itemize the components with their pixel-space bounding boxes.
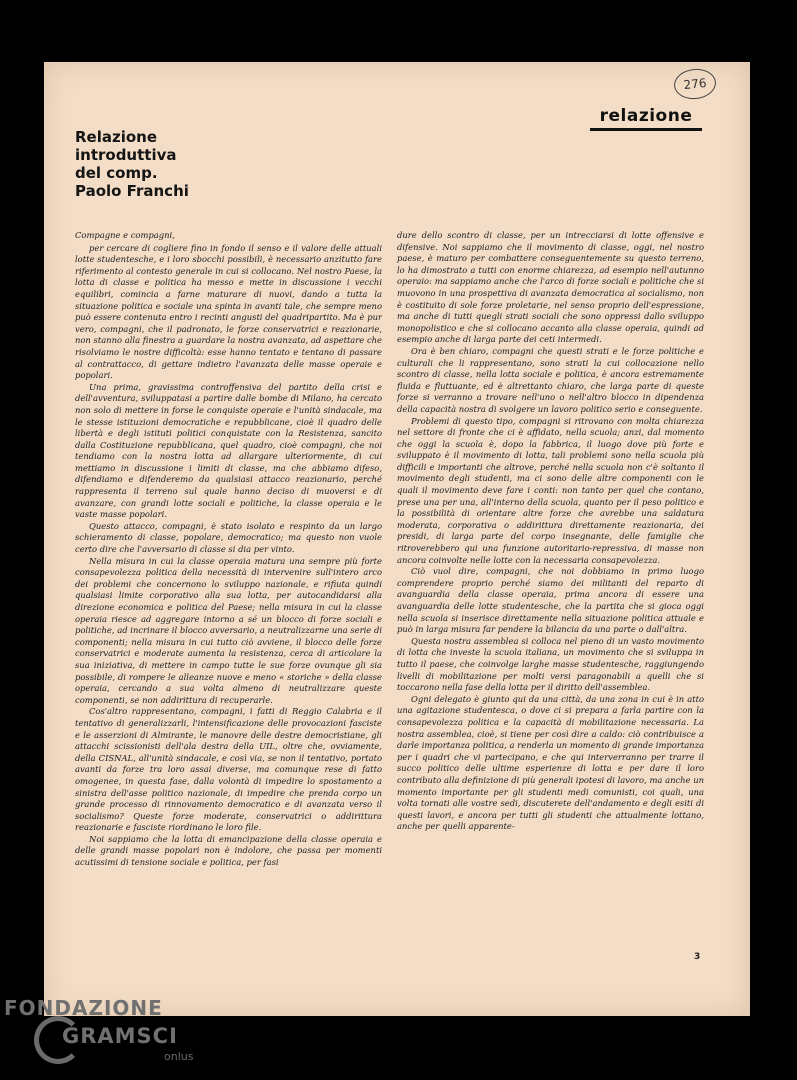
title-line: del comp.	[75, 164, 158, 182]
section-label: relazione	[590, 106, 702, 131]
article-title	[75, 128, 275, 200]
watermark-line3: onlus	[164, 1050, 194, 1063]
watermark-line1: FONDAZIONE	[4, 996, 163, 1020]
paragraph: Noi sappiamo che la lotta di emancipazione della classe operaia e delle grandi masse popolari non è indolore, che passa per momenti acutissimi di tensione sociale e politica, per fasi	[75, 833, 382, 868]
title-line: Relazione	[75, 128, 158, 146]
paragraph: Nella misura in cui la classe operaia matura una sempre più forte consapevolezza politica della necessità di intervenire sull'intero arco dei problemi che concernono lo sviluppo nazionale, e rifiuta quindi qualsiasi limite corporativo alla sua lotta, per autocandidarsi alla direzione economica e politica del Paese; nella misura in cui la classe operaia riesce ad aggregare intorno a sé un blocco di forze sociali e politiche, ad incrinare il blocco avversario, a neutralizzarne una serie di componenti; nella misura in cui tutto ciò avviene, il blocco delle forze conservatrici e moderate aumenta la resistenza, cerca di articolare la sua iniziativa, di mettere in campo tutte le sue forze ovunque gli sia possibile, di rompere le alleanze nuove e meno « storiche » della classe operaia, cercando a sua volta almeno di neutralizzare queste componenti, se non addirittura di recuperarle.	[75, 555, 382, 705]
left-text-column	[75, 230, 382, 942]
fondazione-gramsci-watermark	[4, 996, 204, 1080]
page-number: 3	[694, 952, 701, 962]
paragraph: Questa nostra assemblea si colloca nel pieno di un vasto movimento di lotta che investe la scuola italiana, un movimento che si sviluppa in tutto il paese, che coinvolge larghe masse studentesche, raggiungendo livelli di mobilitazione per molti versi paragonabili a quelli che si toccarono nella fase della lotta per il diritto dell'assemblea.	[397, 635, 704, 693]
watermark-line2: GRAMSCI	[62, 1024, 178, 1048]
paragraph: Cos'altro rappresentano, compagni, i fatti di Reggio Calabria e il tentativo di generalizzarli, l'intensificazione delle provocazioni fasciste e le asserzioni di Almirante, le manovre delle destre democristiane, gli attacchi scissionisti dell'ala destra della UIL, oltre che, ovviamente, della CISNAL, all'unità sindacale, e così via, se non il tentativo, portato avanti da forze tra loro assai diverse, ma comunque rese di fatto omogenee, in questa fase, dalla volontà di impedire lo spostamento a sinistra dell'asse politico nazionale, di impedire che prenda corpo un grande processo di rinnovamento democratico e di avanzata verso il socialismo? Queste forze moderate, conservatrici o addirittura reazionarie e fasciste riordinano le loro file.	[75, 706, 382, 833]
paragraph: Questo attacco, compagni, è stato isolato e respinto da un largo schieramento di classe, popolare, democratico; ma questo non vuole certo dire che l'avversario di classe si dia per vinto.	[75, 520, 382, 555]
paragraph: Una prima, gravissima controffensiva del partito della crisi e dell'avventura, sviluppatasi a partire dalle bombe di Milano, ha cercato non solo di mettere in forse le conquiste operaie e l'unità sindacale, ma le stesse istituzioni democratiche e repubblicane, cioè il quadro delle libertà e degli istituti politici conquistate con la Resistenza, sancito dalla Costituzione repubblicana, quel quadro, cioè compagni, che noi tendiamo con la nostra lotta ad allargare ulteriormente, di cui mettiamo in discussione i limiti di classe, ma che abbiamo difeso, difendiamo e difenderemo da qualsiasi attacco reazionario, perché rappresenta il terreno sul quale hanno deciso di muoversi e di avanzare, con grandi lotte sociali e politiche, la classe operaia e le vaste masse popolari.	[75, 381, 382, 520]
paragraph: Ogni delegato è giunto qui da una città, da una zona in cui è in atto una agitazione studentesca, o dove ci si prepara a farla partire con la consapevolezza politica e la capacità di mobilitazione necessaria. La nostra assemblea, cioè, si tiene per così dire a caldo: ciò contribuisce a darle importanza politica, a renderla un momento di grande importanza per i quadri che vi partecipano, e che qui interverranno per trarre il succo politico delle ultime esperienze di lotta e per dare il loro contributo alla definizione di più generali ipotesi di lavoro, ma anche un momento importante per gli studenti medi comunisti, coi quali, una volta tornati alle vostre sedi, discuterete dell'andamento e degli esiti di questi lavori, e ancora per tutti gli studenti che attualmente lottano, anche per quelli apparente-	[397, 693, 704, 832]
title-line: introduttiva	[75, 146, 177, 164]
archive-number-stamp: 276	[673, 67, 718, 101]
right-text-column	[397, 230, 704, 942]
paragraph: dure dello scontro di classe, per un intrecciarsi di lotte offensive e difensive. Noi sappiamo che il movimento di classe, oggi, nel nostro paese, è maturo per combattere conseguentemente su questo terreno, lo ha dimostrato a tutti con enorme chiarezza, ad esempio nell'autunno operaio: ma sappiamo anche che l'arco di forze sociali e politiche che si muovono in una prospettiva di avanzata democratica al socialismo, non è costituito di sole forze proletarie, nel senso proprio dell'espressione, ma anche di tutti quegli strati sociali che sono oppressi dallo sviluppo monopolistico e che si collocano accanto alla classe operaia, quindi ad esempio anche di larga parte dei ceti intermedi.	[397, 230, 704, 345]
paragraph: Ora è ben chiaro, compagni che questi strati e le forze politiche e culturali che li rappresentano, sono strati la cui collocazione nello scontro di classe, nella lotta sociale e politica, è ancora estremamente fluida e fluttuante, ed è altrettanto chiaro, che larga parte di queste forze si verranno a trovare nell'uno o nell'altro blocco in dipendenza della capacità nostra di svolgere un lavoro politico serio e conseguente.	[397, 345, 704, 414]
paragraph: per cercare di cogliere fino in fondo il senso e il valore delle attuali lotte studentesche, e i loro sbocchi possibili, è necessario anzitutto fare riferimento al contesto generale in cui si collocano. Nel nostro Paese, la lotta di classe e politica ha messo e mette in discussione i vecchi equilibri, comincia a farne maturare di nuovi, dando a tutta la situazione politica e sociale una spinta in avanti tale, che sempre meno può essere contenuta entro i recinti angusti del quadripartito. Ma è pur vero, compagni, che il padronato, le forze conservatrici e reazionarie, non stanno alla finestra a guardare la nostra avanzata, ad aspettare che risolviamo le nostre difficoltà: esse hanno tentato e tentano di passare al contrattacco, di gettare indietro l'avanzata delle masse operaie e popolari.	[75, 242, 382, 381]
paragraph: Ciò vuol dire, compagni, che noi dobbiamo in primo luogo comprendere proprio perché siamo dei militanti del reparto di avanguardia della classe operaia, prima ancora di essere una avanguardia delle lotte studentesche, che la partita che si gioca oggi nella scuola si inserisce direttamente nella situazione politica attuale e può in larga misura far pendere la bilancia da una parte o dall'altra.	[397, 566, 704, 635]
paragraph: Problemi di questo tipo, compagni si ritrovano con molta chiarezza nel settore di fronte che ci è affidato, nella scuola; anzi, dal momento che oggi la scuola è, dopo la fabbrica, il luogo dove più forte e sviluppato è il movimento di lotta, tali problemi sono nella scuola più difficili e importanti che altrove, perché nella scuola non c'è soltanto il movimento degli studenti, ma ci sono delle altre componenti con le quali il movimento deve fare i conti: non tanto per quel che contano, prese una per una, all'interno della scuola, quanto per il peso politico e la possibilità di orientare altre forze che avrebbe una saldatura moderata, corporativa o addirittura direttamente reazionaria, dei presidi, di larga parte del corpo insegnante, delle famiglie che ritroverebbero qui una funzione autoritario-repressiva, di masse non ancora coinvolte nelle lotte con la necessaria consapevolezza.	[397, 415, 704, 565]
document-page	[44, 62, 750, 1016]
title-line: Paolo Franchi	[75, 182, 189, 200]
salutation: Compagne e compagni,	[75, 230, 175, 240]
